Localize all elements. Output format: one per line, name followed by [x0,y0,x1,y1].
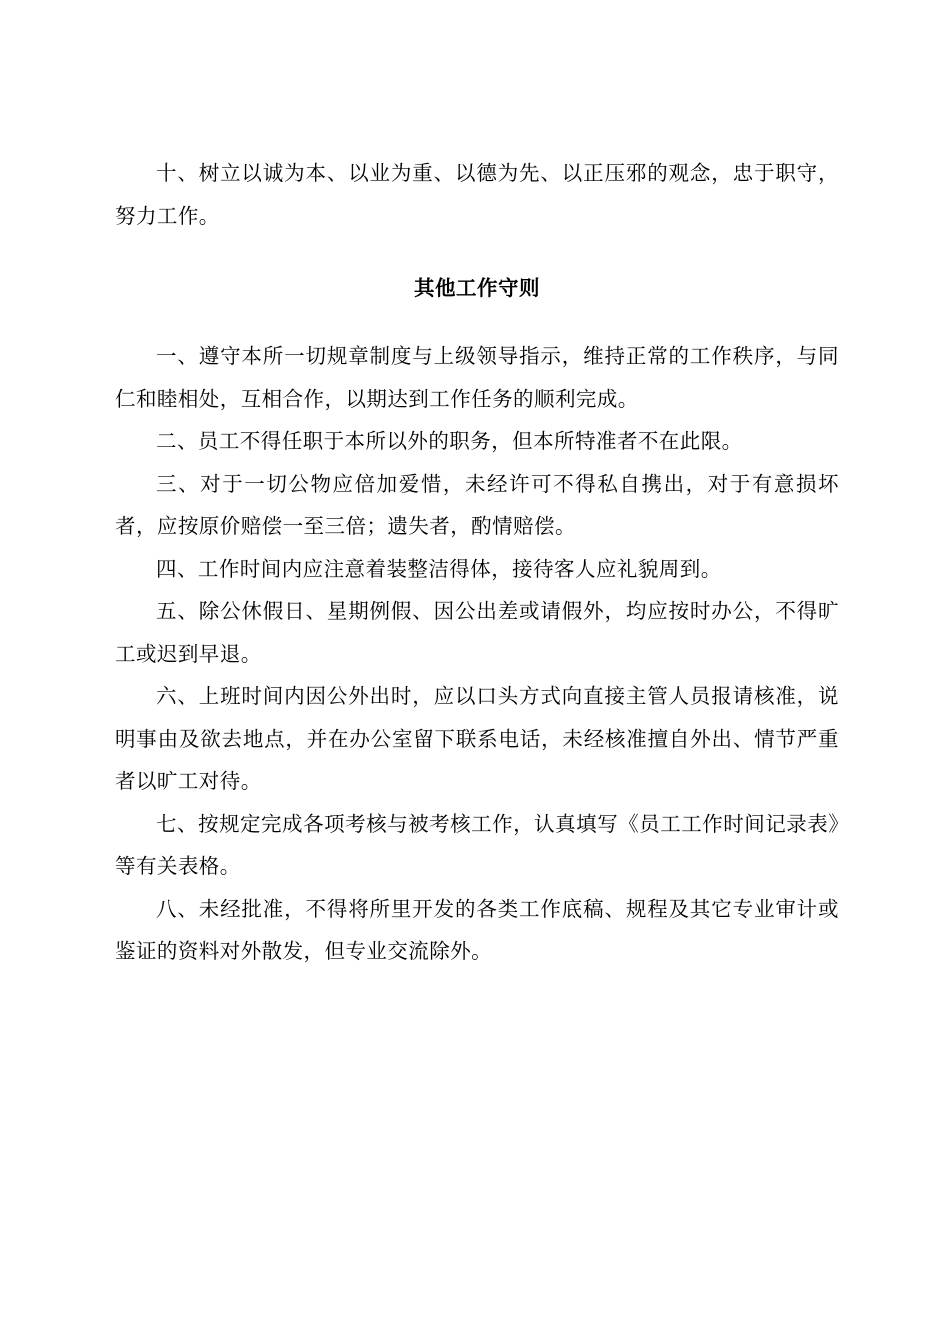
rule-item-8: 八、未经批准，不得将所里开发的各类工作底稿、规程及其它专业审计或鉴证的资料对外散发，但专业交流除外。 [115,896,839,963]
rule-item-3: 三、对于一切公物应倍加爱惜，未经许可不得私自携出，对于有意损坏者，应按原价赔偿一至三倍；遗失者，酌情赔偿。 [115,471,839,538]
rule-item-5: 五、除公休假日、星期例假、因公出差或请假外，均应按时办公，不得旷工或迟到早退。 [115,599,839,666]
rule-item-4: 四、工作时间内应注意着装整洁得体，接待客人应礼貌周到。 [156,556,722,581]
rule-item-10: 十、树立以诚为本、以业为重、以德为先、以正压邪的观念，忠于职守，努力工作。 [115,161,839,228]
rule-item-6: 六、上班时间内因公外出时，应以口头方式向直接主管人员报请核准，说明事由及欲去地点，并在办公室留下联系电话，未经核准擅自外出、情节严重者以旷工对待。 [115,684,839,793]
document-page [115,152,839,973]
section-title: 其他工作守则 [414,276,540,300]
rule-item-2: 二、员工不得任职于本所以外的职务，但本所特准者不在此限。 [156,429,743,453]
rule-item-7: 七、按规定完成各项考核与被考核工作，认真填写《员工工作时间记录表》等有关表格。 [115,811,839,878]
rule-item-1: 一、遵守本所一切规章制度与上级领导指示，维持正常的工作秩序，与同仁和睦相处，互相合作，以期达到工作任务的顺利完成。 [115,344,839,411]
